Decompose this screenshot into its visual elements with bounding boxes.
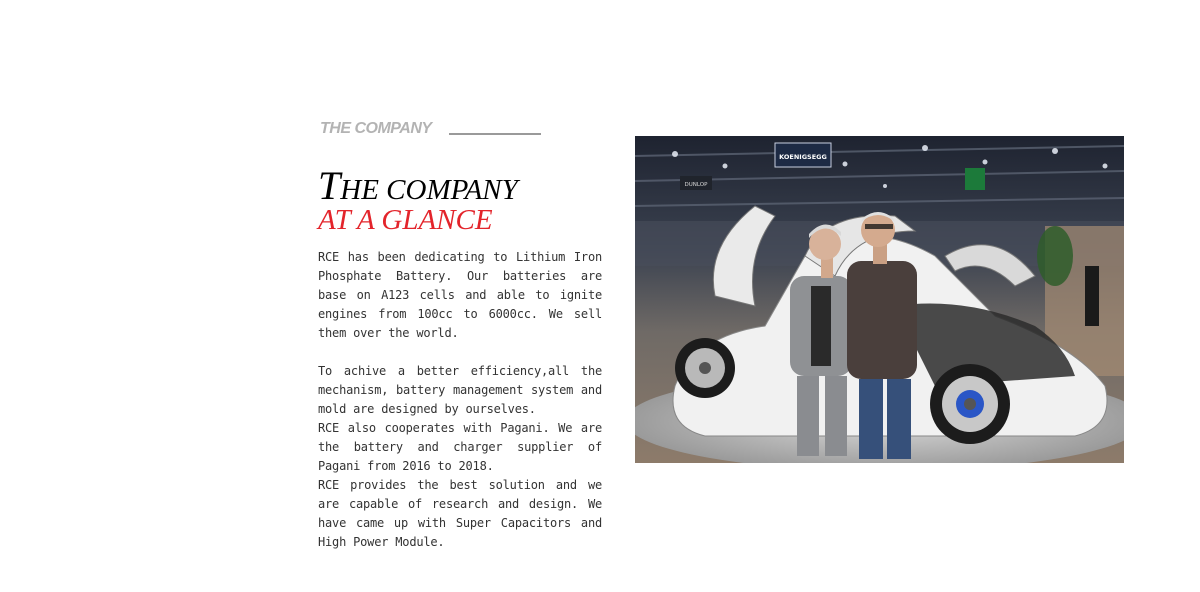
dunlop-sign — [680, 176, 712, 190]
heading-rest: HE COMPANY — [340, 174, 518, 206]
paragraph-gap — [318, 343, 602, 362]
photo-illustration — [635, 136, 1124, 463]
heading-line-1 — [318, 163, 518, 208]
company-description — [318, 248, 602, 552]
section-divider — [449, 133, 541, 135]
koenigsegg-sign — [775, 143, 831, 167]
paragraph-solutions: RCE provides the best solution and we are capable of research and design. We have came up with Super Capacitors and High Power Module. — [318, 478, 602, 549]
dunlop-sign-text: DUNLOP — [684, 182, 708, 188]
paragraph-pagani: RCE also cooperates with Pagani. We are the battery and charger supplier of Pagani from 2016 to 2018. — [318, 421, 602, 473]
koenigsegg-sign-text: KOENIGSEGG — [779, 153, 827, 161]
paragraph-efficiency: To achive a better efficiency,all the mechanism, battery management system and mold are designed by ourselves. — [318, 364, 602, 416]
heading-initial: T — [318, 163, 341, 208]
paragraph-intro: RCE has been dedicating to Lithium Iron Phosphate Battery. Our batteries are base on A123 cells and able to ignite engines from 100cc to 6000cc. We sell them over the world. — [318, 250, 602, 340]
heading-line-2: AT A GLANCE — [318, 204, 493, 236]
exit-sign — [965, 168, 985, 190]
section-label: THE COMPANY — [320, 120, 432, 137]
page-heading — [318, 163, 518, 236]
company-photo — [635, 136, 1124, 463]
